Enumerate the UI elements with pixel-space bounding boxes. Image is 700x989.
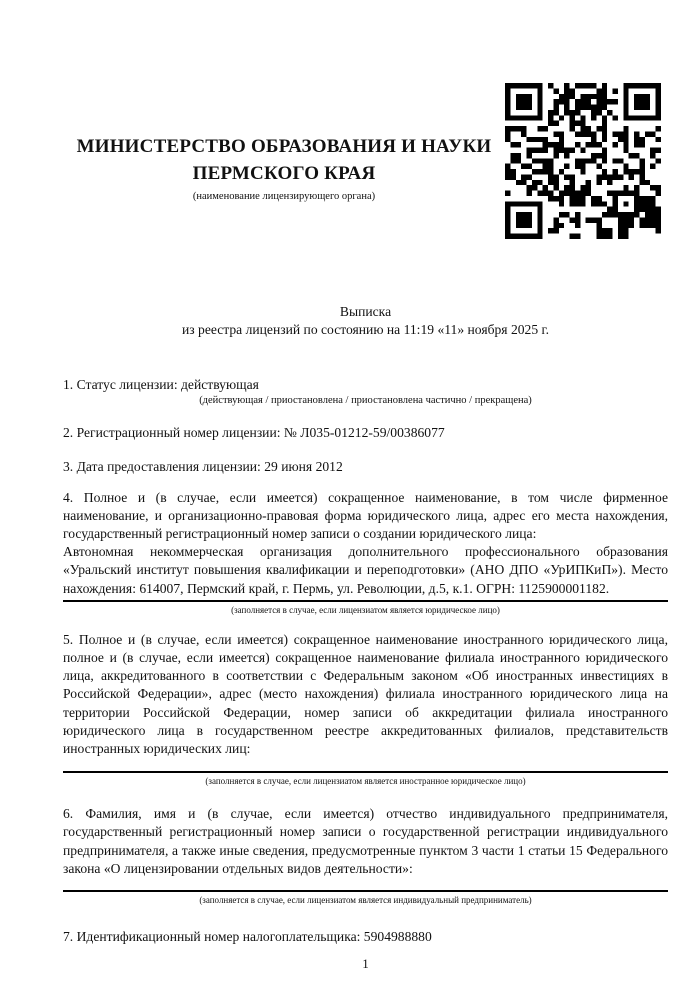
license-grant-date-text: 3. Дата предоставления лицензии: 29 июня 2012 [63, 459, 343, 475]
foreign-entity-section [63, 631, 668, 787]
registration-number-text: 2. Регистрационный номер лицензии: № Л035-01212-59/00386077 [63, 425, 445, 441]
legal-entity-label: 4. Полное и (в случае, если имеется) сокращенное наименование, в том числе фирменное наименование, и организационно-правовая форма юридического лица, адрес его места нахождения, государственный регистрационный номер записи о создании юридического лица: [63, 489, 668, 542]
fill-in-rule [63, 600, 668, 602]
taxpayer-number-section [63, 928, 668, 946]
ministry-caption: (наименование лицензирующего органа) [192, 191, 376, 202]
foreign-entity-caption: (заполняется в случае, если лицензиатом является иностранное юридическое лицо) [205, 776, 526, 787]
page-number: 1 [362, 956, 369, 972]
document-header [63, 83, 668, 239]
fill-in-rule [63, 890, 668, 892]
taxpayer-number-text: 7. Идентификационный номер налогоплательщика: 5904988880 [63, 929, 432, 945]
legal-entity-caption: (заполняется в случае, если лицензиатом является юридическое лицо) [231, 604, 500, 615]
legal-entity-section [63, 489, 668, 616]
registration-number-section [63, 424, 668, 442]
qr-code-image [505, 83, 661, 239]
license-status-text: 1. Статус лицензии: действующая [63, 377, 259, 392]
individual-entrepreneur-section [63, 805, 668, 906]
document-title-line1: Выписка [339, 304, 392, 319]
license-grant-date-section [63, 458, 668, 476]
individual-entrepreneur-caption: (заполняется в случае, если лицензиатом является индивидуальный предприниматель) [199, 895, 532, 906]
document-title [63, 303, 668, 339]
foreign-entity-label: 5. Полное и (в случае, если имеется) сокращенное наименование иностранного юридического лица, полное и (в случае, если имеется) сокращенное наименование филиала иностранного юридического лица, аккредитованного в соответствии с Федеральным законом «Об иностранных инвестициях в Российской Федерации», адрес (место нахождения) филиала иностранного юридического лица на территории Российской Федерации, номер записи об аккредитации филиала иностранного юридического лица в государственном реестре аккредитованных филиалов, представительств иностранных юридических лиц: [63, 631, 668, 757]
fill-in-rule [63, 771, 668, 773]
individual-entrepreneur-label: 6. Фамилия, имя и (в случае, если имеется) отчество индивидуального предпринимателя, государственный регистрационный номер записи о государственной регистрации индивидуального предпринимателя, а также иные сведения, предусмотренные пунктом 3 части 1 статьи 15 Федерального закона «О лицензировании отдельных видов деятельности»: [63, 806, 668, 876]
license-status-options-caption: (действующая / приостановлена / приостановлена частично / прекращена) [199, 395, 532, 407]
document-title-line2: из реестра лицензий по состоянию на 11:19 «11» ноября 2025 г. [181, 322, 549, 337]
legal-entity-value: Автономная некоммерческая организация дополнительного профессионального образования «Уральский институт повышения квалификации и переподготовки» (АНО ДПО «УрИПКиП»). Место нахождения: 614007, Пермский край, г. Пермь, ул. Революции, д.5, к.1. ОГРН: 1125900001182. [63, 544, 668, 596]
ministry-name-line1: МИНИСТЕРСТВО ОБРАЗОВАНИЯ И НАУКИ [76, 136, 492, 157]
license-status-section [63, 376, 668, 407]
issuing-authority-block [63, 133, 505, 203]
ministry-name-line2: ПЕРМСКОГО КРАЯ [192, 163, 376, 184]
